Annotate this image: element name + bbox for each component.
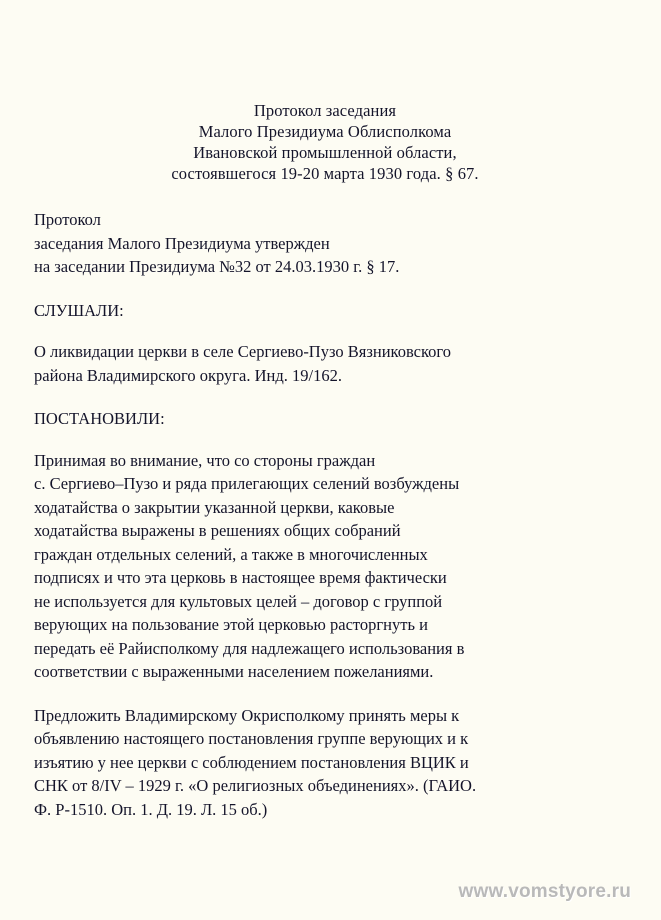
proposal-line-5: Ф. Р-1510. Оп. 1. Д. 19. Л. 15 об.) [34, 799, 268, 819]
proposal-line-2: объявлению настоящего постановления группе верующих и к [34, 729, 469, 748]
document-body [34, 208, 616, 821]
protocol-approval-paragraph [34, 208, 616, 279]
title-line-3: Ивановской промышленной области, [193, 143, 457, 162]
proposal-line-4: СНК от 8/IV – 1929 г. «О религиозных объединениях». (ГАИО. [34, 776, 477, 795]
decided-line-9: передать её Райисполкому для надлежащего использования в [34, 638, 465, 658]
decided-line-1: Принимая во внимание, что со стороны граждан [34, 450, 376, 470]
decided-line-5: граждан отдельных селений, а также в многочисленных [34, 544, 428, 564]
decided-line-8: верующих на пользование этой церковью расторгнуть и [34, 615, 428, 634]
heard-label: СЛУШАЛИ: [34, 300, 124, 320]
decided-line-6: подписях и что эта церковь в настоящее время фактически [34, 568, 447, 587]
protocol-approval-line-2: заседания Малого Президиума утвержден [34, 233, 330, 253]
heard-paragraph [34, 340, 616, 387]
page-title [34, 100, 616, 184]
decided-line-3: ходатайства о закрытии указанной церкви, каковые [34, 497, 395, 517]
proposal-line-3: изъятию у нее церкви с соблюдением постановления ВЦИК и [34, 752, 469, 772]
watermark: www.vomstyore.ru [458, 881, 631, 902]
title-line-1: Протокол заседания [253, 101, 397, 120]
decided-label: ПОСТАНОВИЛИ: [34, 409, 165, 428]
heard-line-1: О ликвидации церкви в селе Сергиево-Пузо Вязниковского [34, 342, 452, 361]
decided-line-7: не используется для культовых целей – договор с группой [34, 591, 443, 611]
proposal-line-1: Предложить Владимирскому Окрисполкому принять меры к [34, 705, 460, 725]
decided-paragraph [34, 449, 616, 684]
title-line-2: Малого Президиума Облисполкома [198, 122, 452, 141]
title-line-4: состоявшегося 19-20 марта 1930 года. § 67. [171, 164, 479, 183]
protocol-approval-line-3: на заседании Президиума №32 от 24.03.1930 г. § 17. [34, 257, 400, 276]
decided-line-2: с. Сергиево–Пузо и ряда прилегающих селений возбуждены [34, 474, 460, 493]
protocol-approval-line-1: Протокол [34, 210, 101, 229]
decided-line-10: соответствии с выраженными населением пожеланиями. [34, 662, 434, 681]
heard-line-2: района Владимирского округа. Инд. 19/162. [34, 365, 342, 385]
proposal-paragraph [34, 704, 616, 822]
decided-line-4: ходатайства выражены в решениях общих собраний [34, 521, 401, 540]
